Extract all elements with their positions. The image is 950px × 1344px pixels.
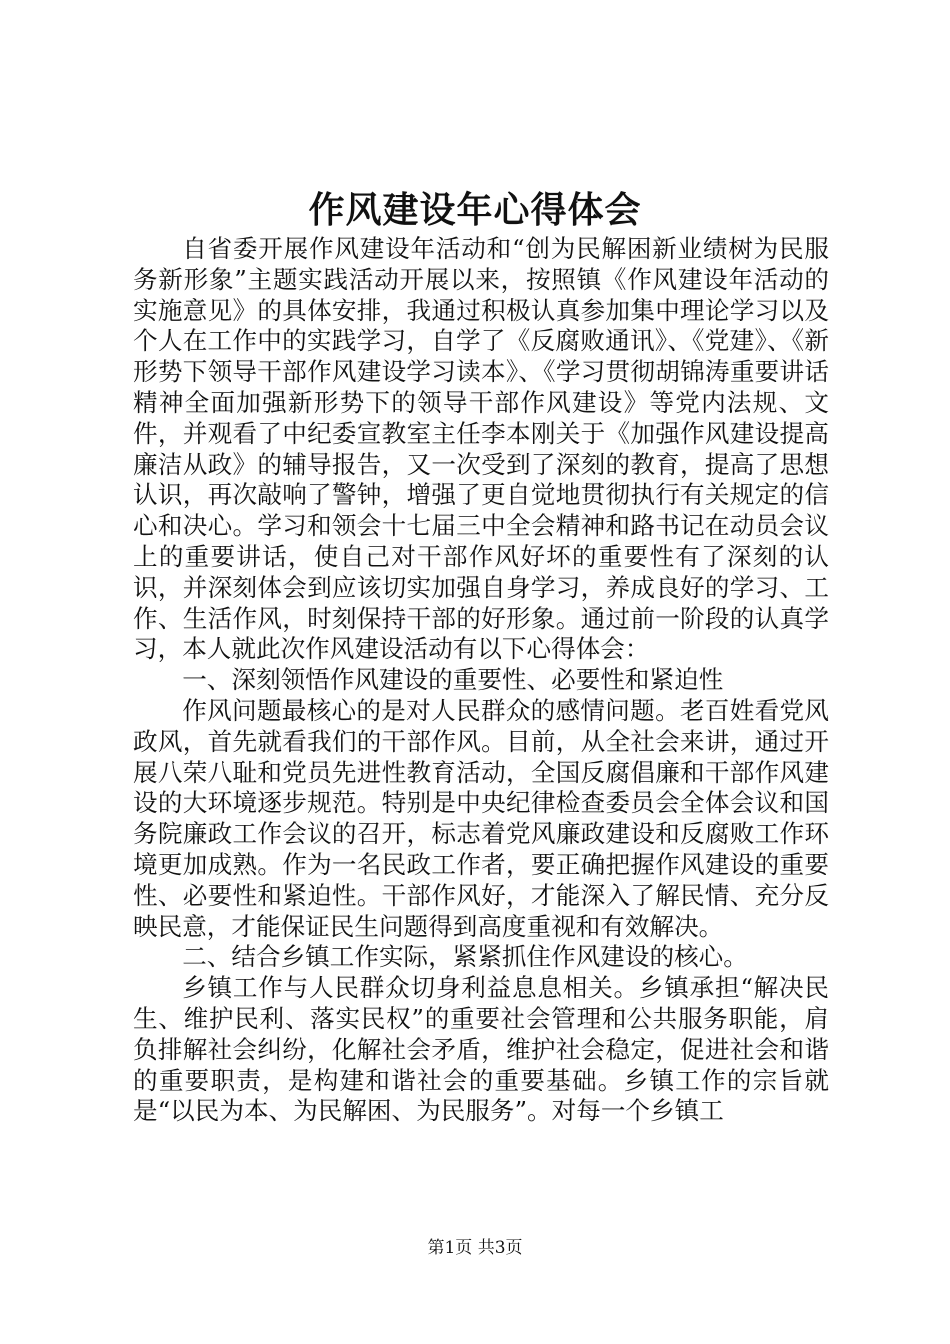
paragraph-section-1: 作风问题最核心的是对人民群众的感情问题。老百姓看党风政风，首先就看我们的干部作风。目前，从全社会来讲，通过开展八荣八耻和党员先进性教育活动，全国反腐倡廉和干部作风建设的大环境逐步规范。特别是中央纪律检查委员会全体会议和国务院廉政工作会议的召开，标志着党风廉政建设和反腐败工作环境更加成熟。作为一名民政工作者，要正确把握作风建设的重要性、必要性和紧迫性。干部作风好，才能深入了解民情、充分反映民意，才能保证民生问题得到高度重视和有效解决。 [133,695,829,941]
document-title: 作风建设年心得体会 [308,189,642,231]
paragraph-section-2: 乡镇工作与人民群众切身利益息息相关。乡镇承担“解决民生、维护民利、落实民权”的重要社会管理和公共服务职能，肩负排解社会纠纷，化解社会矛盾，维护社会稳定，促进社会和谐的重要职责，是构建和谐社会的重要基础。乡镇工作的宗旨就是“以民为本、为民解困、为民服务”。对每一个乡镇工 [133,973,829,1126]
section-heading-1: 一、深刻领悟作风建设的重要性、必要性和紧迫性 [182,665,724,695]
page-footer: 第1页 共3页 [427,1238,523,1258]
document-body [133,234,829,1127]
paragraph-intro: 自省委开展作风建设年活动和“创为民解困新业绩树为民服务新形象”主题实践活动开展以来，按照镇《作风建设年活动的实施意见》的具体安排，我通过积极认真参加集中理论学习以及个人在工作中的实践学习，自学了《反腐败通讯》、《党建》、《新形势下领导干部作风建设学习读本》、《学习贯彻胡锦涛重要讲话精神全面加强新形势下的领导干部作风建设》等党内法规、文件，并观看了中纪委宣教室主任李本刚关于《加强作风建设提高廉洁从政》的辅导报告，又一次受到了深刻的教育，提高了思想认识，再次敲响了警钟，增强了更自觉地贯彻执行有关规定的信心和决心。学习和领会十七届三中全会精神和路书记在动员会议上的重要讲话，使自己对干部作风好坏的重要性有了深刻的认识，并深刻体会到应该切实加强自身学习，养成良好的学习、工作、生活作风，时刻保持干部的好形象。通过前一阶段的认真学习，本人就此次作风建设活动有以下心得体会： [133,234,829,664]
section-heading-2: 二、结合乡镇工作实际，紧紧抓住作风建设的核心。 [182,942,748,972]
